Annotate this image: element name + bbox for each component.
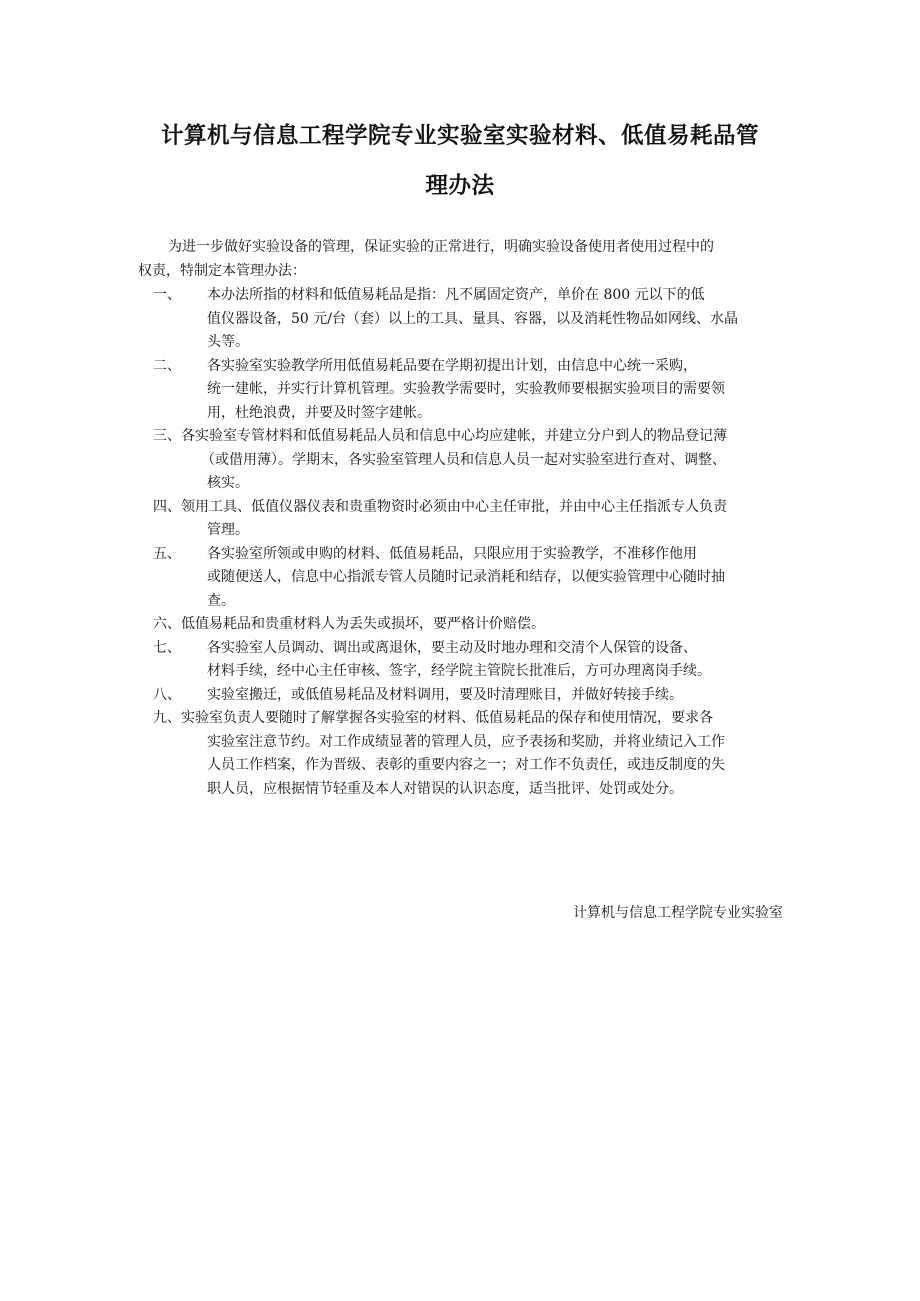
rule-text-line: 实验室注意节约。对工作成绩显著的管理人员，应予表扬和奖励，并将业绩记入工作 — [207, 733, 725, 750]
intro-paragraph — [138, 236, 784, 283]
rule-text-line: 职人员，应根据情节轻重及本人对错误的认识态度，适当批评、处罚或处分。 — [207, 780, 683, 797]
rule-text-line: 各实验室所领或申购的材料、低值易耗品，只限应用于实验教学，不准移作他用 — [207, 545, 697, 562]
rule-text-line: 统一建帐，并实行计算机管理。实验教学需要时，实验教师要根据实验项目的需要领 — [207, 381, 725, 397]
rule-item-2 — [153, 355, 793, 426]
rule-item-3 — [153, 425, 793, 496]
rule-text-line: 查。 — [207, 592, 235, 609]
rule-text-line: 或随便送人，信息中心指派专管人员随时记录消耗和结存，以便实验管理中心随时抽 — [207, 569, 725, 585]
rule-text-line: 实验室负责人要随时了解掌握各实验室的材料、低值易耗品的保存和使用情况，要求各 — [181, 710, 713, 726]
rules-list — [153, 284, 793, 801]
rule-item-9 — [153, 707, 793, 801]
rule-item-5 — [153, 543, 793, 614]
rule-text-line: 头等。 — [207, 334, 249, 350]
rule-text-line: 实验室搬迁，或低值易耗品及材料调用，要及时清理账目，并做好转接手续。 — [207, 686, 683, 703]
rule-number: 九、 — [153, 710, 181, 726]
rule-item-8 — [153, 684, 793, 708]
rule-text-line: 低值易耗品和贵重材料人为丢失或损坏，要严格计价赔偿。 — [181, 616, 545, 632]
rule-text-line: 核实。 — [207, 475, 249, 491]
document-title-line-2: 理办法 — [425, 173, 495, 199]
rule-text-line: 材料手续，经中心主任审核、签字，经学院主管院长批准后，方可办理离岗手续。 — [207, 663, 711, 679]
rule-number: 四、 — [153, 498, 181, 515]
rule-number: 一、 — [153, 287, 181, 303]
rule-item-6 — [153, 613, 793, 637]
intro-line-1: 为进一步做好实验设备的管理，保证实验的正常进行，明确实验设备使用者使用过程中的 — [168, 239, 714, 255]
document-title-line-1: 计算机与信息工程学院专业实验室实验材料、低值易耗品管 — [160, 123, 759, 149]
rule-item-7 — [153, 637, 793, 684]
rule-text-line: 人员工作档案，作为晋级、表彰的重要内容之一；对工作不负责任，或违反制度的失 — [207, 757, 725, 773]
rule-number: 七、 — [153, 639, 181, 656]
signature: 计算机与信息工程学院专业实验室 — [573, 905, 783, 921]
rule-number: 三、 — [153, 428, 181, 444]
rule-number: 八、 — [153, 686, 181, 703]
rule-text-line: 各实验室实验教学所用低值易耗品要在学期初提出计划，由信息中心统一采购， — [207, 357, 697, 374]
rule-item-4 — [153, 496, 793, 543]
rule-text-line: （或借用薄）。学期末，各实验室管理人员和信息人员一起对实验室进行查对、调整、 — [201, 451, 726, 468]
intro-line-2: 权责，特制定本管理办法： — [138, 262, 306, 279]
rule-text-line: 管理。 — [207, 522, 249, 538]
rule-number: 五、 — [153, 545, 181, 562]
rule-text-line: 各实验室人员调动、调出或离退休，要主动及时地办理和交清个人保管的设备、 — [207, 639, 697, 656]
rule-number: 二、 — [153, 357, 181, 374]
rule-text-line: 值仪器设备，50 元/台（套）以上的工具、量具、容器，以及消耗性物品如网线、水晶 — [207, 310, 738, 327]
rule-text-line: 各实验室专管材料和低值易耗品人员和信息中心均应建帐，并建立分户到人的物品登记薄 — [181, 428, 727, 444]
rule-text-line: 本办法所指的材料和低值易耗品是指：凡不属固定资产，单价在 800 元以下的低 — [207, 287, 705, 303]
rule-text-line: 用，杜绝浪费，并要及时签字建帐。 — [207, 404, 431, 421]
rule-text-line: 领用工具、低值仪器仪表和贵重物资时必须由中心主任审批，并由中心主任指派专人负责 — [181, 498, 727, 515]
rule-number: 六、 — [153, 616, 181, 632]
rule-item-1 — [153, 284, 793, 355]
